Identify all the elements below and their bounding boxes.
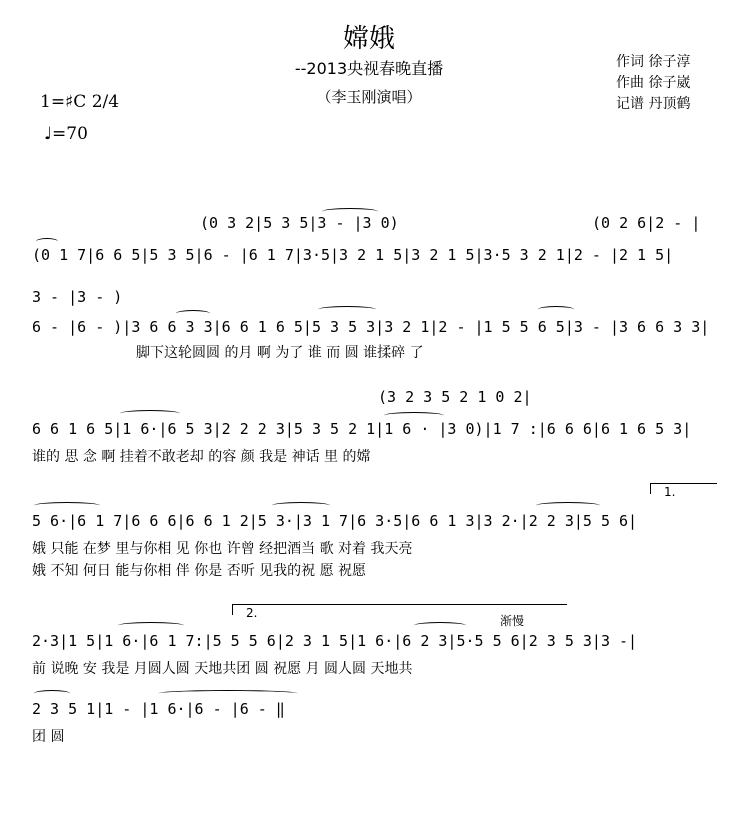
system-4-notes: 5 6·|6 1 7|6 6 6|6 6 1 2|5 3·|3 1 7|6 3·5|6 6 1 3|3 2·|2 2 3|5 5 6| — [32, 512, 638, 530]
tie-arc — [322, 208, 378, 215]
slur-arc — [120, 410, 180, 417]
system-1-tail: 3 - |3 - ) — [32, 288, 123, 306]
volta-label-2: 2. — [246, 606, 258, 620]
system-3-notes: 6 6 1 6 5|1 6·|6 5 3|2 2 2 3|5 3 5 2 1|1 6 · |3 0)|1 7 :|6 6 6|6 1 6 5 3| — [32, 420, 692, 438]
key-signature: 1=♯C 2/4 — [40, 92, 120, 112]
song-title: 嫦娥 — [342, 24, 395, 54]
slur-arc — [36, 238, 58, 245]
slur-arc — [538, 306, 574, 313]
system-5-notes: 2·3|1 5|1 6·|6 1 7:|5 5 5 6|2 3 1 5|1 6·|6 2 3|5·5 5 6|2 3 5 3|3 -| — [32, 632, 638, 650]
slur-arc — [414, 622, 466, 629]
transcriber-credit: 记谱 丹顶鹤 — [616, 96, 691, 112]
slur-arc — [34, 690, 70, 697]
slur-arc — [384, 412, 444, 419]
slur-arc — [318, 306, 376, 313]
tempo-marking: ♩=70 — [44, 124, 88, 144]
slur-arc — [272, 502, 330, 509]
credits-block — [616, 52, 690, 115]
system-4-lyrics-verse-1: 娥 只能 在梦 里与你相 见 你也 许曾 经把酒当 歌 对着 我天亮 — [32, 541, 413, 557]
system-2-lyrics: 脚下这轮圆圆 的月 啊 为了 谁 而 圆 谁揉碎 了 — [136, 345, 424, 361]
system-2-notes: 6 - |6 - )|3 6 6 3 3|6 6 1 6 5|5 3 5 3|3 2 1|2 - |1 5 5 6 5|3 - |3 6 6 3 3| — [32, 318, 710, 336]
system-1-notes: (0 1 7|6 6 5|5 3 5|6 - |6 1 7|3·5|3 2 1 5|3 2 1 5|3·5 3 2 1|2 - |2 1 5| — [32, 246, 674, 264]
slur-arc — [536, 502, 600, 509]
system-4-lyrics-verse-2: 娥 不知 何日 能与你相 伴 你是 否听 见我的祝 愿 祝愿 — [32, 563, 367, 579]
slur-arc — [34, 502, 100, 509]
system-3-upper-line: (3 2 3 5 2 1 0 2| — [378, 388, 532, 406]
slur-arc — [176, 310, 210, 317]
system-6-lyrics: 团 圆 — [32, 729, 65, 745]
system-6-notes: 2 3 5 1|1 - |1 6·|6 - |6 - ‖ — [32, 700, 285, 718]
lyricist-credit: 作词 徐子淳 — [616, 54, 691, 70]
system-5-lyrics: 前 说晚 安 我是 月圆人圆 天地共团 圆 祝愿 月 圆人圆 天地共 — [32, 661, 413, 677]
composer-credit: 作曲 徐子崴 — [616, 75, 691, 91]
song-subtitle: --2013央视春晚直播 — [294, 59, 444, 78]
singer-credit: （李玉刚演唱） — [316, 88, 422, 106]
intro-upper-line: (0 3 2|5 3 5|3 - |3 0) — [200, 214, 399, 232]
volta-label-1: 1. — [664, 485, 676, 499]
system-3-lyrics: 谁的 思 念 啊 挂着不敢老却 的容 颜 我是 神话 里 的嫦 — [32, 449, 371, 465]
interlude-upper-line: (0 2 6|2 - | — [592, 214, 701, 232]
volta-bracket-1 — [650, 483, 717, 494]
tie-arc — [158, 690, 298, 697]
slur-arc — [118, 622, 184, 629]
tempo-change-marking: 渐慢 — [500, 614, 525, 628]
